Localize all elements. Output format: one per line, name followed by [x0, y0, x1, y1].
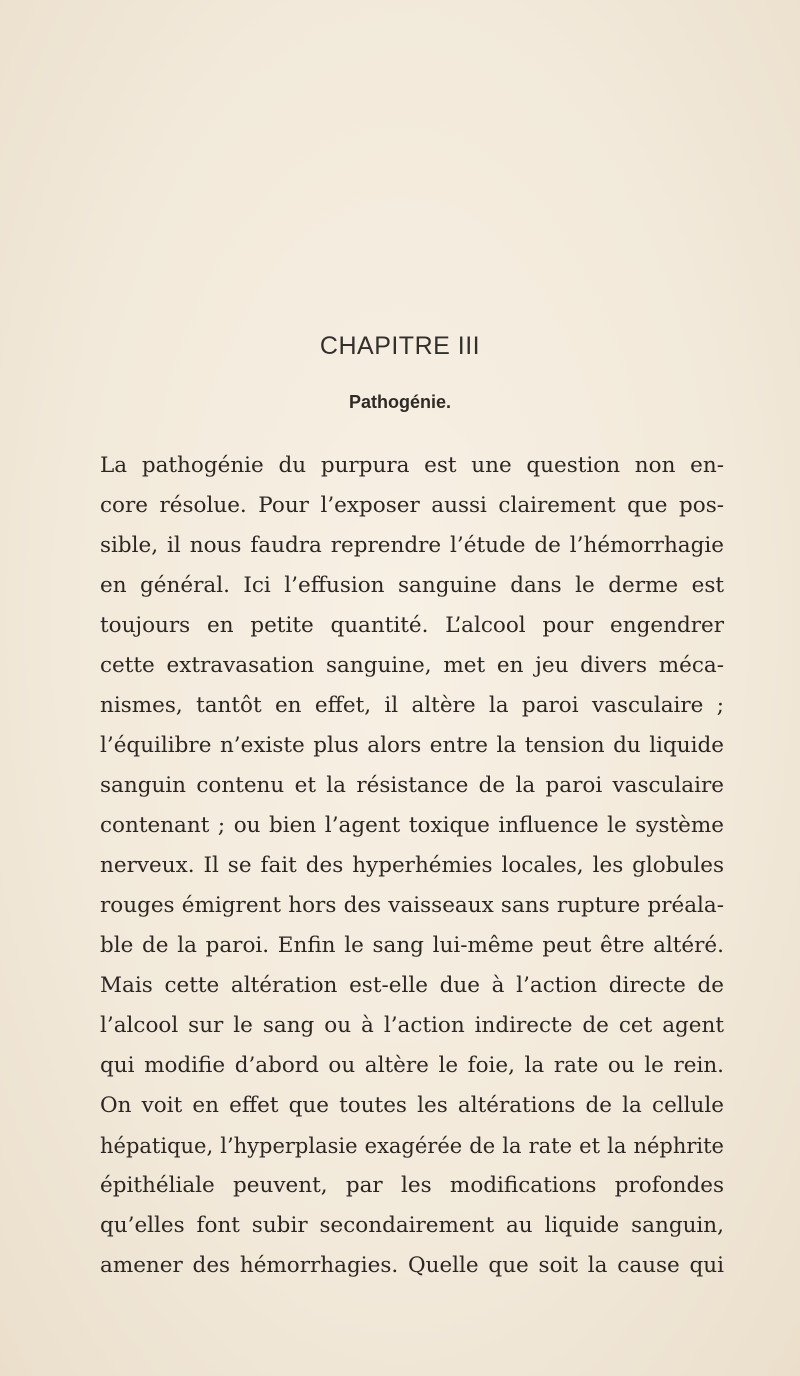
text-line: hépatique, l’hyperplasie exagérée de la rate et la néphrite: [100, 1134, 724, 1158]
text-line: nerveux. Il se fait des hyperhémies locales, les globules: [100, 853, 724, 878]
text-line: l’alcool sur le sang ou à l’action indirecte de cet agent: [100, 1013, 724, 1038]
text-line: l’équilibre n’existe plus alors entre la tension du liquide: [100, 733, 724, 758]
text-line: ble de la paroi. Enfin le sang lui-même peut être altéré.: [100, 933, 724, 958]
text-line: Mais cette altération est-elle due à l’action directe de: [100, 973, 724, 998]
body-paragraph: [100, 446, 724, 1286]
text-line: core résolue. Pour l’exposer aussi clairement que pos-: [100, 493, 724, 518]
text-line: en général. Ici l’effusion sanguine dans le derme est: [100, 573, 724, 598]
text-line: nismes, tantôt en effet, il altère la paroi vasculaire ;: [100, 693, 724, 718]
text-line: sanguin contenu et la résistance de la paroi vasculaire: [100, 773, 724, 798]
text-line: amener des hémorrhagies. Quelle que soit la cause qui: [100, 1253, 724, 1278]
text-line: toujours en petite quantité. L’alcool pour engendrer: [100, 613, 724, 638]
text-line: sible, il nous faudra reprendre l’étude de l’hémorrhagie: [100, 533, 724, 558]
text-line: contenant ; ou bien l’agent toxique influence le système: [100, 813, 724, 838]
text-line: qui modifie d’abord ou altère le foie, la rate ou le rein.: [100, 1053, 724, 1078]
text-line: On voit en effet que toutes les altérations de la cellule: [100, 1093, 724, 1118]
chapter-title: CHAPITRE III: [319, 332, 481, 360]
section-title: Pathogénie.: [348, 392, 451, 412]
text-line: La pathogénie du purpura est une question non en-: [100, 453, 724, 478]
text-line: cette extravasation sanguine, met en jeu divers méca-: [100, 653, 724, 678]
text-line: qu’elles font subir secondairement au liquide sanguin,: [100, 1213, 724, 1238]
text-line: épithéliale peuvent, par les modifications profondes: [100, 1173, 724, 1198]
text-line: rouges émigrent hors des vaisseaux sans rupture préala-: [100, 893, 724, 918]
